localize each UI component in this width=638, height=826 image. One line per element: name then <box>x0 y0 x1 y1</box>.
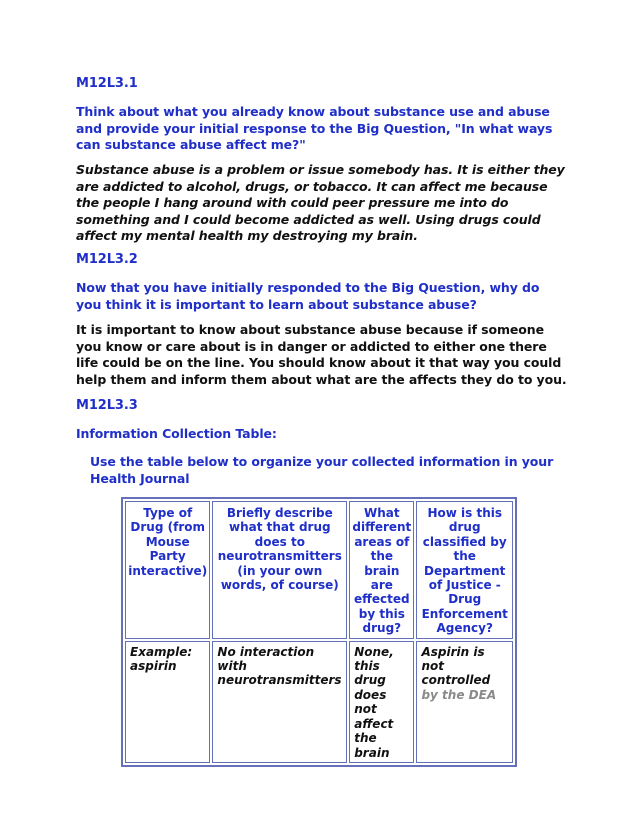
section-2-question: Now that you have initially responded to the Big Question, why do you think it is important to learn about substance abuse? <box>76 280 540 312</box>
header-cell-type: Type of Drug (from Mouse Party interactive) <box>125 501 210 639</box>
header-cell-areas: What different areas of the brain are effected by this drug? <box>349 501 414 639</box>
classified-faded-text: by the DEA <box>421 687 497 702</box>
classified-main-text: Aspirin is not controlled <box>421 644 491 688</box>
section-2-answer: It is important to know about substance abuse because if someone you know or care about is in danger or addicted to either one there life could be on the line. You should know about it that way you could help them and inform them about what are the affects they do to you. <box>76 322 567 387</box>
section-1-question: Think about what you already know about substance use and abuse and provide your initial response to the Big Question, "In what ways can substance abuse affect me?" <box>76 104 553 152</box>
section-2-heading: M12L3.2 <box>76 252 138 267</box>
information-collection-table <box>121 497 517 767</box>
table-row <box>125 641 513 763</box>
section-3-instruction: Use the table below to organize your collected information in your Health Journal <box>90 454 554 486</box>
example-cell-areas: None, this drug does not affect the brain <box>349 641 414 763</box>
header-cell-describe: Briefly describe what that drug does to neurotransmitters (in your own words, of course) <box>212 501 347 639</box>
table-header-row <box>125 501 513 639</box>
example-cell-classified <box>416 641 513 763</box>
section-3-heading: M12L3.3 <box>76 398 138 413</box>
example-cell-describe: No interaction with neurotransmitters <box>212 641 347 763</box>
section-3-subheading: Information Collection Table: <box>76 426 277 441</box>
section-1-answer: Substance abuse is a problem or issue somebody has. It is either they are addicted to alcohol, drugs, or tobacco. It can affect me because the people I hang around with could peer pressure me into do something and I could become addicted as well. Using drugs could affect my mental health my destroying my brain. <box>76 162 565 243</box>
section-1-heading: M12L3.1 <box>76 76 138 91</box>
example-cell-type: Example: aspirin <box>125 641 210 763</box>
header-cell-classified: How is this drug classified by the Department of Justice - Drug Enforcement Agency? <box>416 501 513 639</box>
